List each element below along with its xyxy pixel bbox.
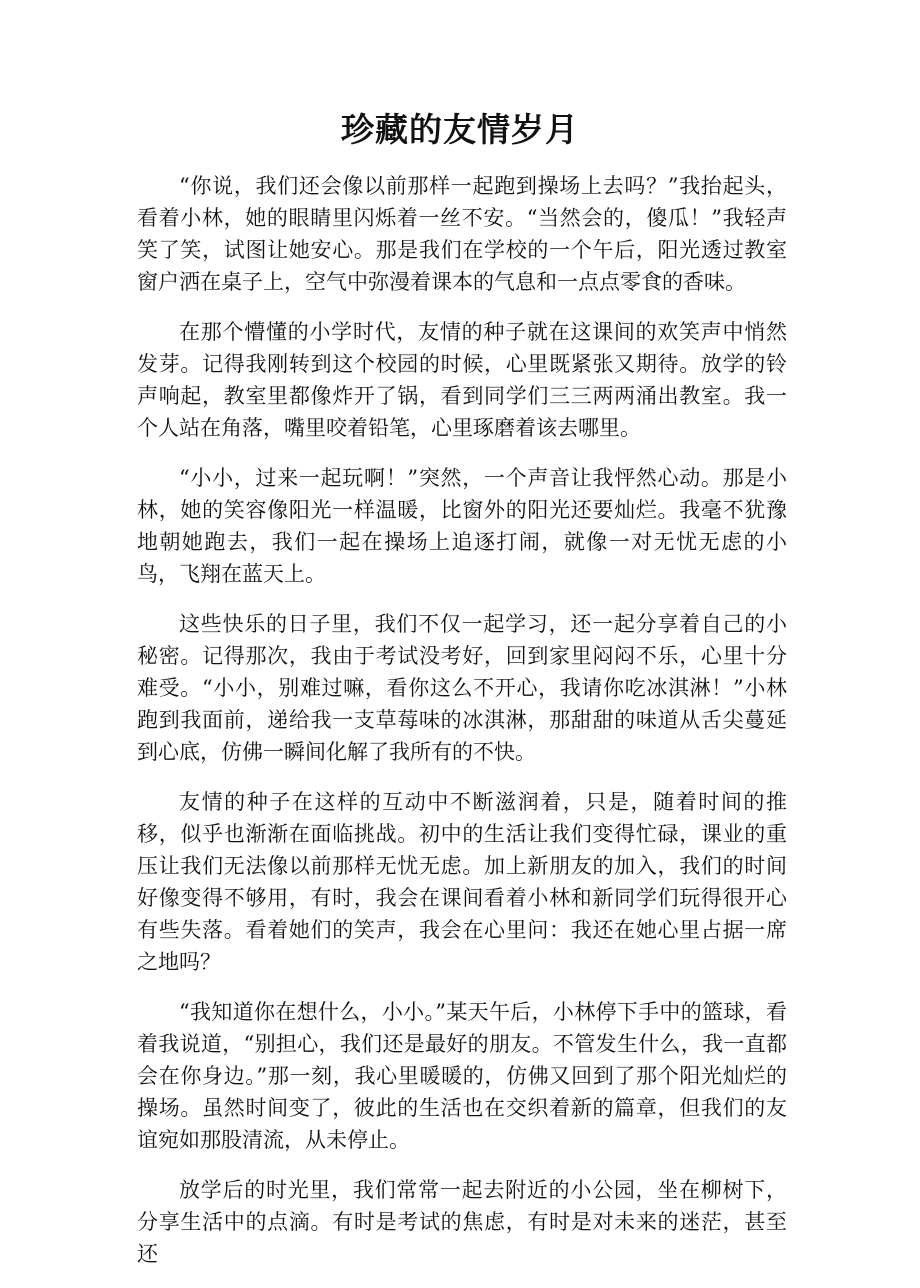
paragraph: “你说，我们还会像以前那样一起跑到操场上去吗？”我抬起头，看着小林，她的眼睛里闪烁着一丝不安。“当然会的，傻瓜！”我轻声笑了笑，试图让她安心。那是我们在学校的一个午后，阳光透过教室窗户洒在桌子上，空气中弥漫着课本的气息和一点点零食的香味。: [137, 174, 787, 294]
paragraph: 友情的种子在这样的互动中不断滋润着，只是，随着时间的推移，似乎也渐渐在面临挑战。初中的生活让我们变得忙碌，课业的重压让我们无法像以前那样无忧无虑。加上新朋友的加入，我们的时间好像变得不够用，有时，我会在课间看着小林和新同学们玩得很开心有些失落。看着她们的笑声，我会在心里问：我还在她心里占据一席之地吗？: [137, 790, 787, 974]
document-body: [137, 170, 787, 1288]
paragraph: 这些快乐的日子里，我们不仅一起学习，还一起分享着自己的小秘密。记得那次，我由于考试没考好，回到家里闷闷不乐，心里十分难受。“小小，别难过嘛，看你这么不开心，我请你吃冰淇淋！”小林跑到我面前，递给我一支草莓味的冰淇淋，那甜甜的味道从舌尖蔓延到心底，仿佛一瞬间化解了我所有的不快。: [137, 612, 787, 764]
document-title: 珍藏的友情岁月: [341, 110, 579, 149]
paragraph: 在那个懵懂的小学时代，友情的种子就在这课间的欢笑声中悄然发芽。记得我刚转到这个校园的时候，心里既紧张又期待。放学的铃声响起，教室里都像炸开了锅，看到同学们三三两两涌出教室。我一个人站在角落，嘴里咬着铅笔，心里琢磨着该去哪里。: [137, 320, 787, 440]
paragraph: “我知道你在想什么，小小。”某天午后，小林停下手中的篮球，看着我说道，“别担心，我们还是最好的朋友。不管发生什么，我一直都会在你身边。”那一刻，我心里暖暖的，仿佛又回到了那个阳光灿烂的操场。虽然时间变了，彼此的生活也在交织着新的篇章，但我们的友谊宛如那股清流，从未停止。: [137, 1000, 787, 1152]
paragraph: 放学后的时光里，我们常常一起去附近的小公园，坐在柳树下，分享生活中的点滴。有时是考试的焦虑，有时是对未来的迷茫，甚至还: [137, 1178, 787, 1266]
paragraph: “小小，过来一起玩啊！”突然，一个声音让我怦然心动。那是小林，她的笑容像阳光一样温暖，比窗外的阳光还要灿烂。我毫不犹豫地朝她跑去，我们一起在操场上追逐打闹，就像一对无忧无虑的小鸟，飞翔在蓝天上。: [137, 466, 787, 586]
